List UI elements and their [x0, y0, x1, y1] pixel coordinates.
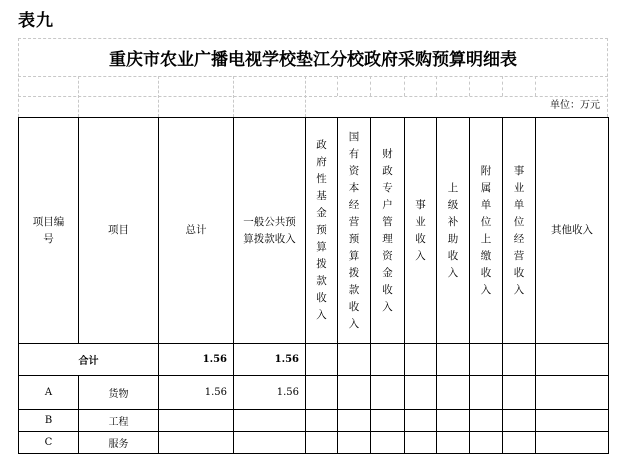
row-total: [159, 410, 234, 432]
header-fiscal-special: 财政专户管理资金收入: [371, 118, 405, 344]
gridline: [535, 76, 536, 96]
gridline: [469, 76, 470, 96]
row-item: 货物: [79, 376, 159, 410]
total-label: 合计: [19, 344, 159, 376]
header-state-capital: 国有资本经营预算拨款收入: [338, 118, 371, 344]
procurement-budget-sheet: [18, 38, 608, 462]
row-item: 工程: [79, 410, 159, 432]
table-row: [19, 432, 609, 454]
total-general: 1.56: [234, 344, 306, 376]
table-row: [19, 410, 609, 432]
unit-label: 单位：万元: [550, 100, 600, 111]
gridline: [18, 76, 608, 77]
total-row: [19, 344, 609, 376]
header-row: [19, 118, 609, 344]
header-business-income: 事业收入: [405, 118, 437, 344]
gridline: [404, 76, 405, 96]
row-general: 1.56: [234, 376, 306, 410]
header-subsidy: 上级补助收入: [437, 118, 470, 344]
header-other-income: 其他收入: [536, 118, 609, 344]
row-item: 服务: [79, 432, 159, 454]
header-operating: 事业单位经营收入: [503, 118, 536, 344]
row-general: [234, 410, 306, 432]
table-row: [19, 376, 609, 410]
gridline: [158, 76, 159, 117]
header-code: 项目编号: [19, 118, 79, 344]
gridline: [233, 76, 234, 117]
gridline: [18, 96, 608, 97]
gridline: [305, 76, 306, 117]
row-code: A: [19, 376, 79, 410]
table-number: 表九: [18, 11, 54, 31]
header-general-budget: 一般公共预算拨款收入: [234, 118, 306, 344]
gridline: [78, 76, 79, 117]
row-total: [159, 432, 234, 454]
gridline: [370, 76, 371, 96]
row-code: C: [19, 432, 79, 454]
header-gov-fund: 政府性基金预算拨款收入: [306, 118, 338, 344]
table-title: 重庆市农业广播电视学校垫江分校政府采购预算明细表: [109, 49, 517, 70]
row-general: [234, 432, 306, 454]
gridline: [502, 76, 503, 96]
total-amount: 1.56: [159, 344, 234, 376]
gridline: [337, 76, 338, 96]
budget-table: [18, 117, 609, 454]
header-item: 项目: [79, 118, 159, 344]
row-code: B: [19, 410, 79, 432]
row-total: 1.56: [159, 376, 234, 410]
header-affiliated: 附属单位上缴收入: [470, 118, 503, 344]
header-total: 总计: [159, 118, 234, 344]
gridline: [436, 76, 437, 96]
